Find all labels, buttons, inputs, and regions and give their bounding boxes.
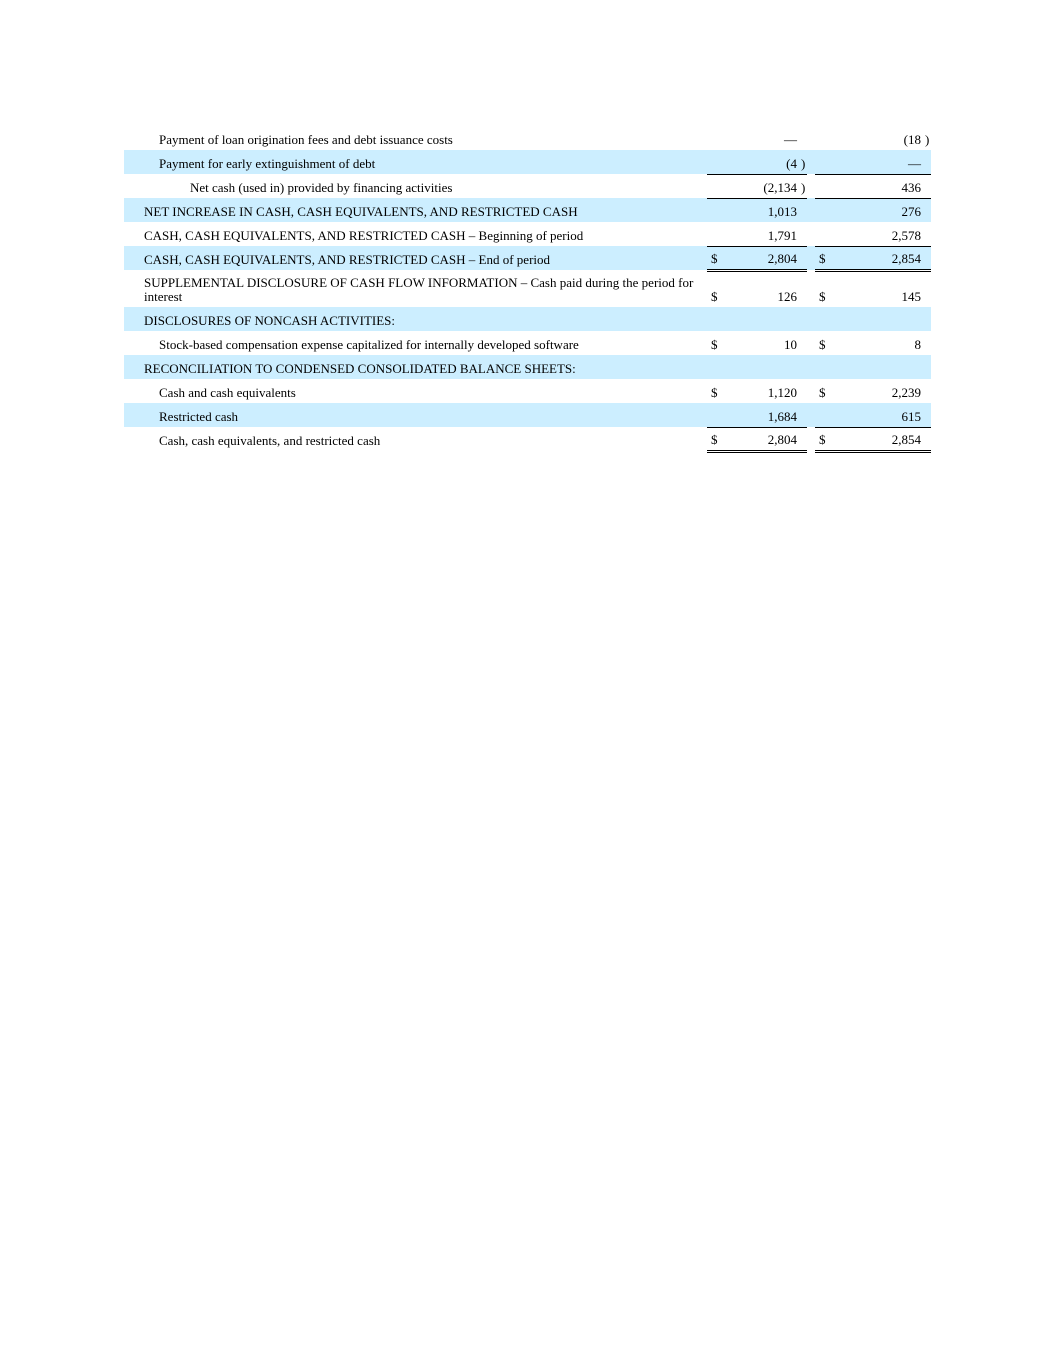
value-prior-period: 2,239 (891, 385, 921, 400)
currency-symbol: $ (707, 246, 727, 270)
value-prior-period: — (835, 150, 925, 174)
value-prior-period: 8 (914, 337, 921, 352)
paren-close: ) (801, 174, 807, 198)
column-gap (807, 331, 815, 355)
table-row (124, 126, 931, 150)
column-gap (807, 246, 815, 270)
value-current-period: 2,804 (727, 427, 801, 451)
currency-symbol (815, 174, 835, 198)
currency-symbol: $ (711, 289, 718, 304)
row-label: Cash and cash equivalents (159, 385, 296, 400)
paren-close (925, 198, 931, 222)
currency-symbol: $ (711, 337, 718, 352)
column-gap (807, 379, 815, 403)
table-row (124, 246, 931, 270)
value-prior-period (835, 355, 925, 379)
paren-close (925, 427, 931, 451)
table-row (124, 403, 931, 427)
table-row (124, 379, 931, 403)
currency-symbol (815, 307, 835, 331)
table-row (124, 355, 931, 379)
column-gap (807, 427, 815, 451)
value-current-period: (4 (727, 150, 801, 174)
row-label: CASH, CASH EQUIVALENTS, AND RESTRICTED CASH – Beginning of period (144, 228, 584, 243)
value-current-period: 1,120 (767, 385, 797, 400)
value-prior-period: 2,854 (835, 246, 925, 270)
value-current-period: 1,684 (727, 403, 801, 427)
currency-symbol (707, 126, 727, 150)
currency-symbol (815, 222, 835, 246)
paren-close: ) (801, 150, 807, 174)
value-prior-period: (18 (903, 132, 921, 147)
paren-close (925, 307, 931, 331)
value-prior-period: 2,578 (835, 222, 925, 246)
section-heading: DISCLOSURES OF NONCASH ACTIVITIES: (124, 307, 707, 331)
value-current-period: 2,804 (727, 246, 801, 270)
currency-symbol: $ (711, 385, 718, 400)
value-prior-period: 276 (835, 198, 925, 222)
column-gap (807, 270, 815, 307)
currency-symbol (707, 198, 727, 222)
column-gap (807, 126, 815, 150)
currency-symbol: $ (819, 385, 826, 400)
column-gap (807, 355, 815, 379)
currency-symbol: $ (819, 337, 826, 352)
value-current-period: (2,134 (727, 174, 801, 198)
row-label: Stock-based compensation expense capitalized for internally developed software (159, 337, 579, 352)
paren-close (925, 246, 931, 270)
table-row (124, 174, 931, 198)
paren-close: ) (925, 132, 930, 147)
column-gap (807, 174, 815, 198)
column-gap (807, 150, 815, 174)
table-row (124, 198, 931, 222)
currency-symbol (707, 307, 727, 331)
currency-symbol (707, 355, 727, 379)
currency-symbol (815, 403, 835, 427)
section-heading: RECONCILIATION TO CONDENSED CONSOLIDATED BALANCE SHEETS: (124, 355, 707, 379)
currency-symbol (707, 174, 727, 198)
row-label: Net cash (used in) provided by financing activities (190, 180, 453, 195)
value-current-period (727, 355, 801, 379)
currency-symbol (815, 355, 835, 379)
value-current-period: — (784, 132, 797, 147)
value-current-period (727, 307, 801, 331)
value-prior-period (835, 307, 925, 331)
row-label: Payment for early extinguishment of debt (124, 150, 707, 174)
paren-close (925, 174, 931, 198)
currency-symbol (815, 198, 835, 222)
currency-symbol (815, 126, 835, 150)
value-prior-period: 145 (901, 289, 921, 304)
currency-symbol: $ (815, 246, 835, 270)
row-label: Payment of loan origination fees and debt issuance costs (159, 132, 453, 147)
paren-close (925, 150, 931, 174)
column-gap (807, 222, 815, 246)
row-label: CASH, CASH EQUIVALENTS, AND RESTRICTED CASH – End of period (124, 246, 707, 270)
currency-symbol: $ (815, 427, 835, 451)
table-row (124, 307, 931, 331)
currency-symbol (707, 222, 727, 246)
column-gap (807, 307, 815, 331)
currency-symbol (815, 150, 835, 174)
row-label: Cash, cash equivalents, and restricted cash (159, 433, 381, 448)
currency-symbol (707, 150, 727, 174)
value-prior-period: 436 (835, 174, 925, 198)
row-label: NET INCREASE IN CASH, CASH EQUIVALENTS, AND RESTRICTED CASH (124, 198, 707, 222)
value-current-period: 1,791 (727, 222, 801, 246)
row-label: SUPPLEMENTAL DISCLOSURE OF CASH FLOW INFORMATION – Cash paid during the period for interest (144, 275, 694, 304)
value-current-period: 1,013 (727, 198, 801, 222)
cash-flow-statement-table (124, 126, 931, 453)
currency-symbol: $ (819, 289, 826, 304)
paren-close (925, 379, 931, 403)
paren-close (925, 403, 931, 427)
paren-close (925, 222, 931, 246)
table-row (124, 331, 931, 355)
value-prior-period: 615 (835, 403, 925, 427)
table-row (124, 150, 931, 174)
column-gap (807, 403, 815, 427)
table-row (124, 270, 931, 307)
paren-close (925, 331, 931, 355)
value-prior-period: 2,854 (835, 427, 925, 451)
value-current-period: 126 (777, 289, 797, 304)
row-label: Restricted cash (124, 403, 707, 427)
currency-symbol (707, 403, 727, 427)
paren-close (925, 270, 931, 307)
value-current-period: 10 (784, 337, 797, 352)
currency-symbol: $ (707, 427, 727, 451)
table-row (124, 427, 931, 451)
paren-close (925, 355, 931, 379)
table-row (124, 222, 931, 246)
column-gap (807, 198, 815, 222)
